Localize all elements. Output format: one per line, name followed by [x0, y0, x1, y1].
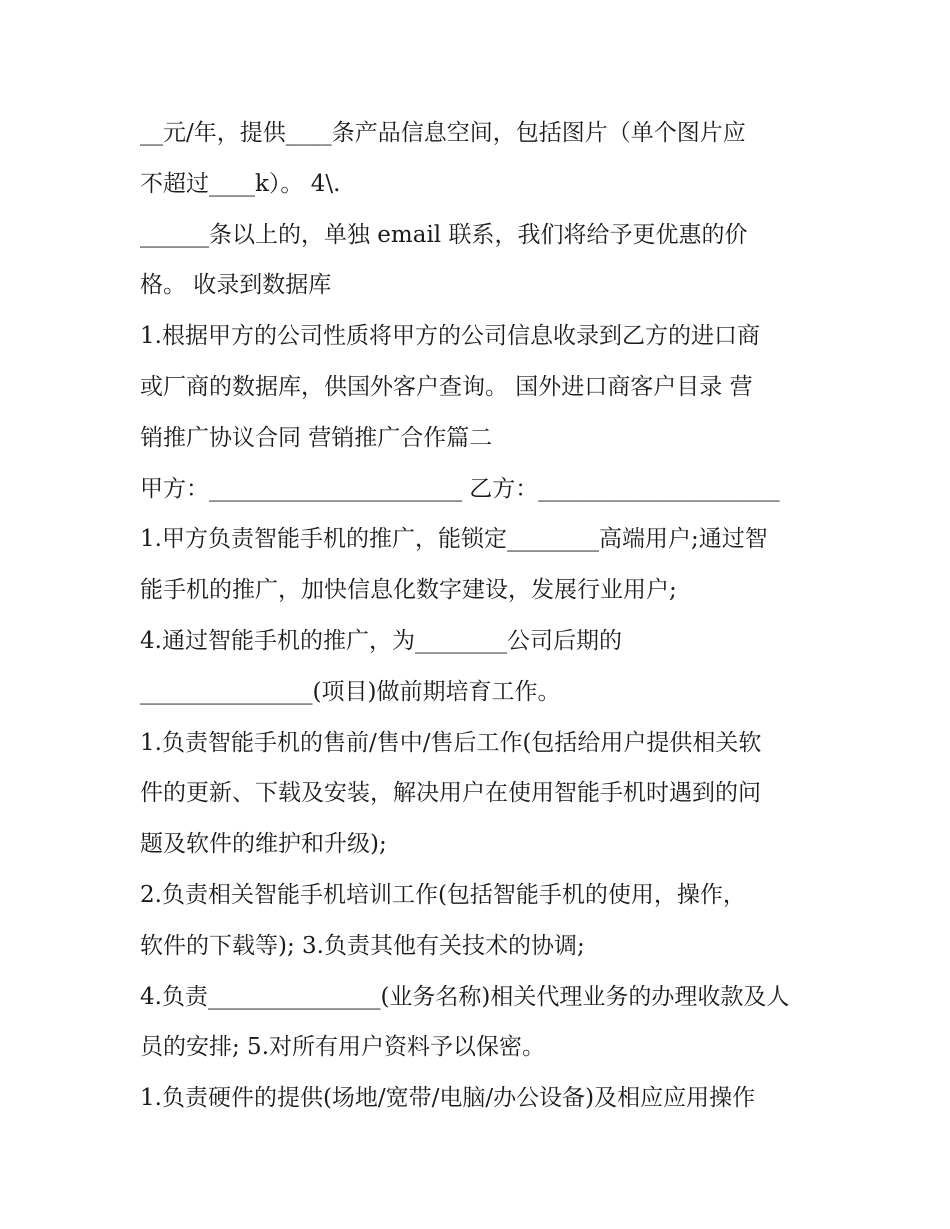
text-line: _______________(项目)做前期培育工作。	[140, 678, 561, 705]
text-line: 件的更新、下载及安装，解决用户在使用智能手机时遇到的问	[140, 780, 761, 807]
text-line: 软件的下载等); 3.负责其他有关技术的协调;	[140, 932, 585, 959]
text-line: 题及软件的维护和升级);	[140, 831, 387, 858]
text-line: 2.负责相关智能手机培训工作(包括智能手机的使用，操作，	[140, 881, 746, 908]
text-line: 1.甲方负责智能手机的推广，能锁定________高端用户;通过智	[140, 526, 768, 553]
text-line: 或厂商的数据库，供国外客户查询。 国外进口商客户目录 营	[140, 373, 753, 400]
text-line: 员的安排; 5.对所有用户资料予以保密。	[140, 1034, 546, 1061]
text-line: 1.负责硬件的提供(场地/宽带/电脑/办公设备)及相应应用操作	[140, 1085, 756, 1112]
document-body	[140, 108, 830, 1124]
text-line: 4.负责_______________(业务名称)相关代理业务的办理收款及人	[140, 983, 790, 1010]
text-line: 1.负责智能手机的售前/售中/售后工作(包括给用户提供相关软	[140, 729, 762, 756]
text-line: 1.根据甲方的公司性质将甲方的公司信息收录到乙方的进口商	[140, 323, 760, 350]
text-line: 不超过____k）。 4\.	[140, 170, 341, 197]
text-line: ______条以上的，单独 email 联系，我们将给予更优惠的价	[140, 221, 748, 248]
party-signature-line: 甲方：______________________ 乙方：_____________________	[140, 475, 780, 502]
text-line: __元/年，提供____条产品信息空间，包括图片（单个图片应	[140, 120, 746, 146]
text-line: 4.通过智能手机的推广，为________公司后期的	[140, 627, 622, 654]
text-line: 格。 收录到数据库	[140, 272, 332, 299]
text-line: 能手机的推广，加快信息化数字建设，发展行业用户;	[140, 577, 677, 604]
text-line: 销推广协议合同 营销推广合作篇二	[140, 424, 493, 451]
